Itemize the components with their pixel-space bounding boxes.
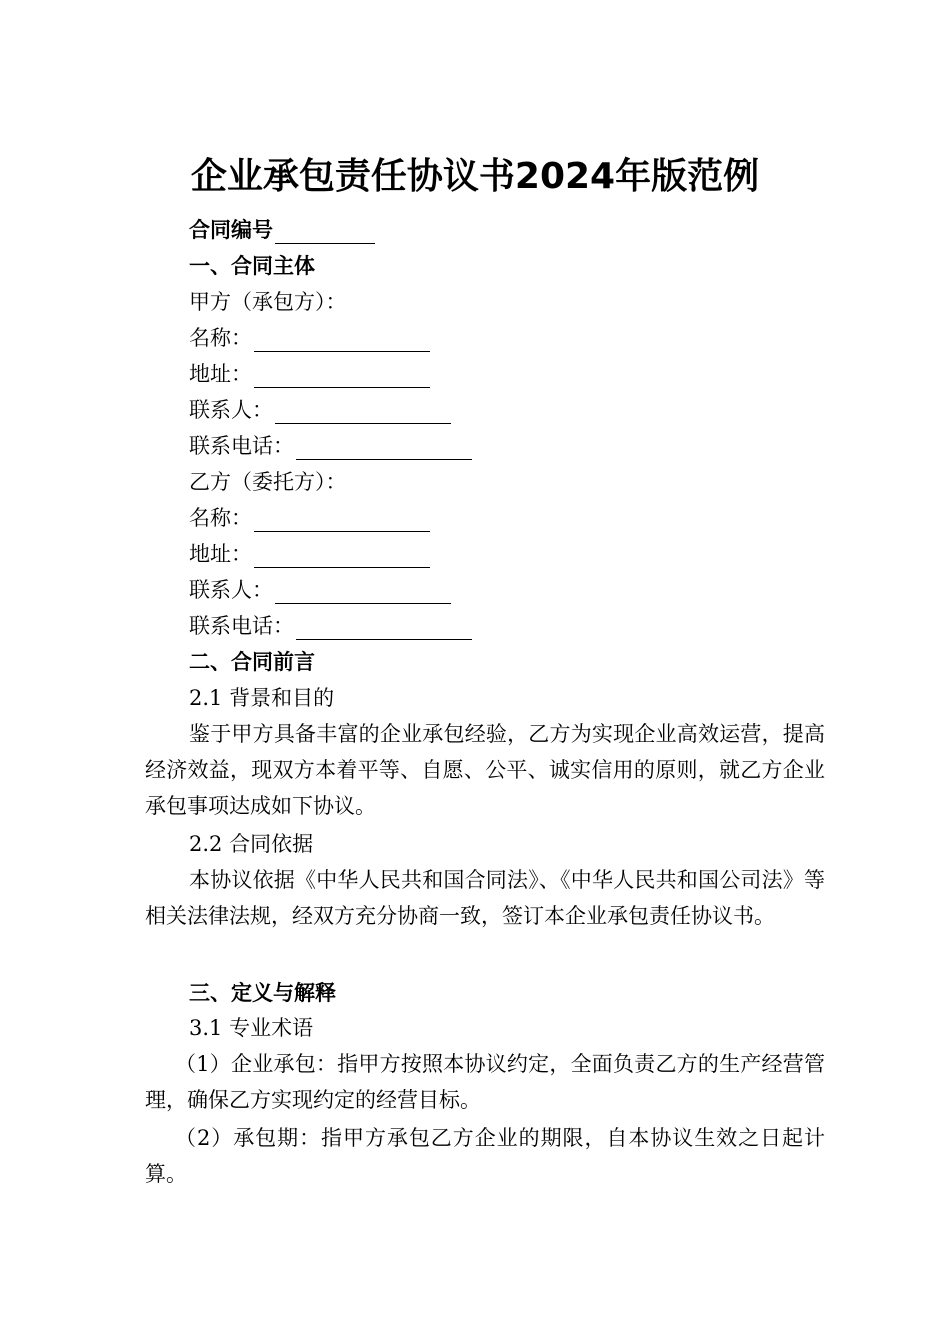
party-a-phone-label: 联系电话： [189, 434, 294, 458]
party-a-address-blank [254, 367, 430, 388]
party-a-address-label: 地址： [189, 362, 252, 386]
party-b-phone-row [189, 612, 472, 640]
party-b-contact-row [189, 576, 451, 604]
section2-1-title: 2.1 背景和目的 [189, 686, 335, 710]
party-a-phone-row [189, 432, 472, 460]
section1-heading: 一、合同主体 [189, 254, 315, 278]
document-title: 企业承包责任协议书2024年版范例 [190, 156, 760, 197]
party-a-phone-blank [296, 439, 472, 460]
party-b-address-label: 地址： [189, 542, 252, 566]
party-b-name-row [189, 504, 430, 532]
section2-heading: 二、合同前言 [189, 650, 315, 674]
party-a-name-blank [254, 331, 430, 352]
party-b-phone-blank [296, 619, 472, 640]
party-a-name-row [189, 324, 430, 352]
party-b-contact-label: 联系人： [189, 578, 273, 602]
party-b-phone-label: 联系电话： [189, 614, 294, 638]
party-a-label: 甲方（承包方）： [189, 290, 347, 314]
party-b-name-blank [254, 511, 430, 532]
section3-1-title: 3.1 专业术语 [189, 1016, 314, 1040]
party-b-address-row [189, 540, 430, 568]
party-b-address-blank [254, 547, 430, 568]
contract-number-label: 合同编号 [189, 218, 273, 242]
party-b-name-label: 名称： [189, 506, 252, 530]
term-item-2: （2）承包期：指甲方承包乙方企业的期限，自本协议生效之日起计算。 [145, 1126, 825, 1186]
party-a-name-label: 名称： [189, 326, 252, 350]
party-a-contact-label: 联系人： [189, 398, 273, 422]
party-a-contact-row [189, 396, 451, 424]
section2-2-paragraph: 本协议依据《中华人民共和国合同法》、《中华人民共和国公司法》等相关法律法规，经双方充分协商一致，签订本企业承包责任协议书。 [145, 868, 825, 928]
term-item-1: （1）企业承包：指甲方按照本协议约定，全面负责乙方的生产经营管理，确保乙方实现约定的经营目标。 [145, 1052, 825, 1112]
party-b-contact-blank [275, 583, 451, 604]
contract-number-row [189, 216, 375, 244]
section3-heading: 三、定义与解释 [189, 981, 336, 1005]
section2-2-title: 2.2 合同依据 [189, 832, 314, 856]
contract-number-blank [275, 223, 375, 244]
party-b-label: 乙方（委托方）： [189, 470, 347, 494]
party-a-contact-blank [275, 403, 451, 424]
party-a-address-row [189, 360, 430, 388]
section2-1-paragraph: 鉴于甲方具备丰富的企业承包经验，乙方为实现企业高效运营，提高经济效益，现双方本着平等、自愿、公平、诚实信用的原则，就乙方企业承包事项达成如下协议。 [145, 722, 825, 818]
